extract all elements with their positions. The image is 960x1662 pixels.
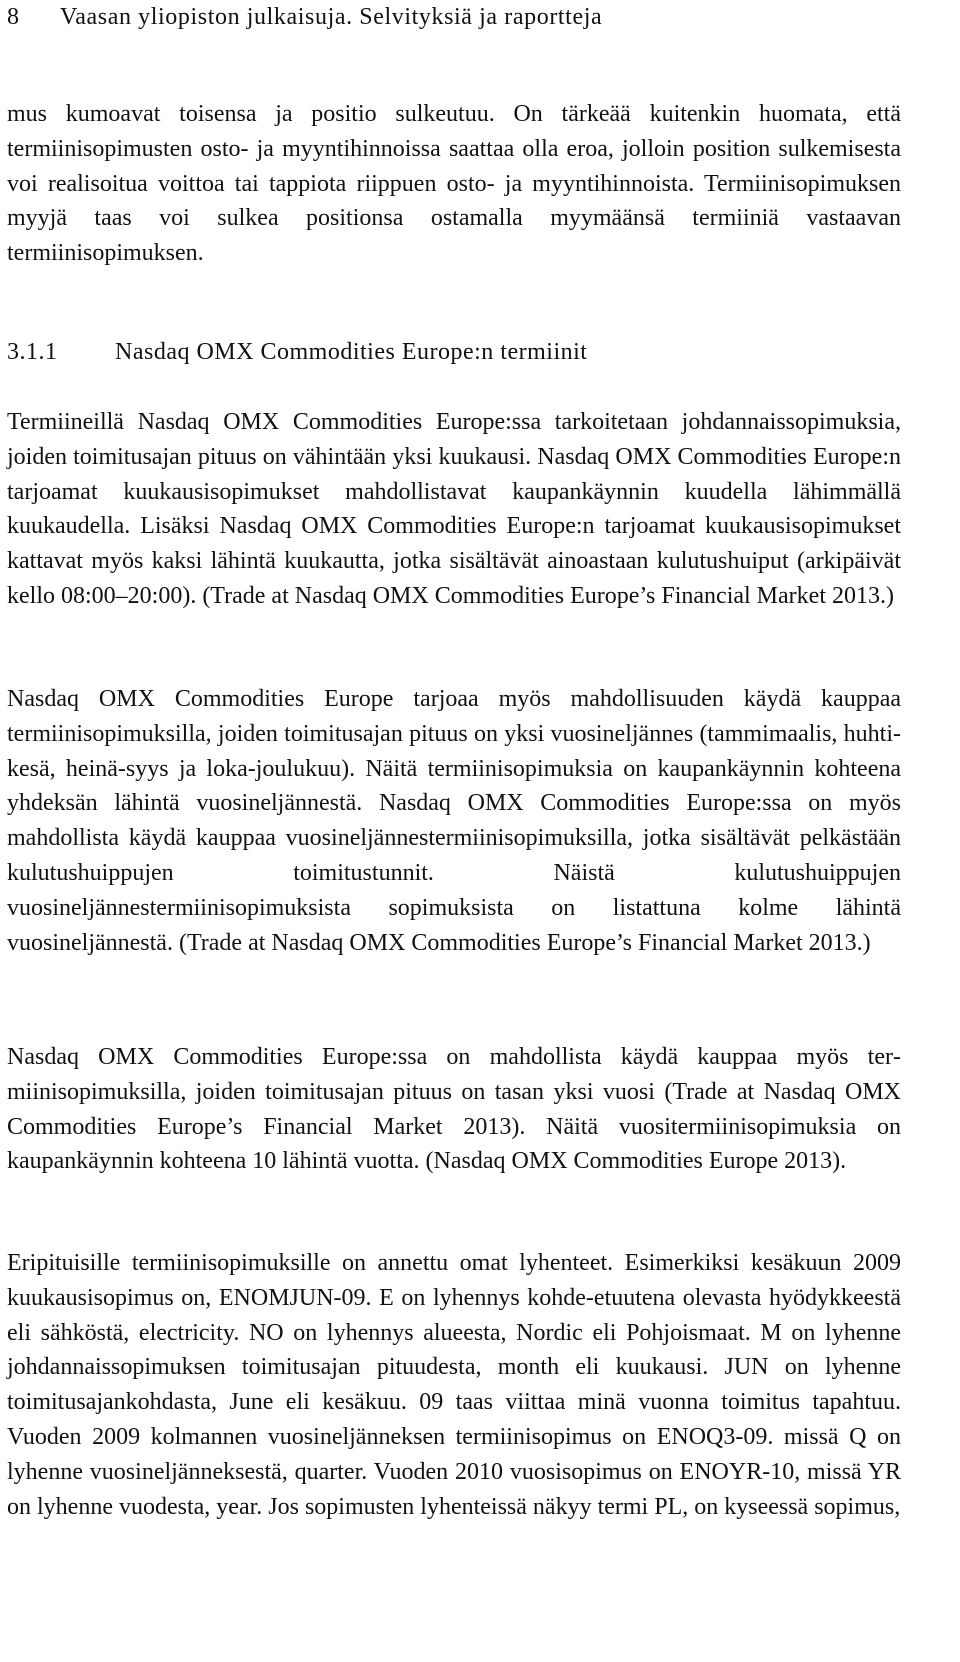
running-header (7, 4, 602, 31)
page-number: 8 (7, 4, 20, 30)
section-number: 3.1.1 (7, 339, 58, 365)
paragraph-5: Eripituisille termiinisopimuksille on annettu omat lyhenteet. Esimerkiksi kesäkuun 2009 kuukausisopimus on, ENOMJUN-09. E on lyhennys kohde-etuutena olevasta hyödykkeestä eli sähköstä, electricity. NO on lyhennys alueesta, Nordic eli Pohjoismaat. M on lyhenne johdannaissopimuksen toimitusajan pituudesta, month eli kuukausi. JUN on lyhenne toimitusajankohdasta, June eli kesäkuu. 09 taas viittaa minä vuonna toimitus tapahtuu. Vuoden 2009 kolmannen vuosineljänneksen termiinisopimus on ENOQ3-09. missä Q on lyhenne vuosineljänneksestä, quarter. Vuoden 2010 vuosisopimus on ENOYR-10, missä YR on lyhenne vuodesta, year. Jos sopimusten lyhenteissä näkyy termi PL, on kyseessä sopimus, (7, 1250, 901, 1520)
paragraph-4: Nasdaq OMX Commodities Europe:ssa on mahdollista käydä kauppaa myös termiinisopimuksilla, joiden toimitusajan pituus on tasan yksi vuosi (Trade at Nasdaq OMX Commodities Europe’s Financial Market 2013). Näitä vuositermiinisopimuksia on kaupankäynnin kohteena 10 lähintä vuotta. (Nasdaq OMX Commodities Europe 2013). (7, 1044, 901, 1175)
paragraph-1: mus kumoavat toisensa ja positio sulkeutuu. On tärkeää kuitenkin huomata, että termiinisopimusten osto- ja myyntihinnoissa saattaa olla eroa, jolloin position sulkemisesta voi realisoitua voittoa tai tappiota riippuen osto- ja myyntihinnoista. Termiinisopimuksen myyjä taas voi sulkea positionsa ostamalla myymäänsä termiiniä vastaavan termiinisopimuksen. (7, 101, 901, 267)
paragraph-3: Nasdaq OMX Commodities Europe tarjoaa myös mahdollisuuden käydä kauppaa termiinisopimuksilla, joiden toimitusajan pituus on yksi vuosineljännes (tammimaalis, huhti-kesä, heinä-syys ja loka-joulukuu). Näitä termiinisopimuksia on kaupankäynnin kohteena yhdeksän lähintä vuosineljännestä. Nasdaq OMX Commodities Europe:ssa on myös mahdollista käydä kauppaa vuosineljännestermiinisopimuksilla, jotka sisältävät pelkästään kulutushuippujen toimitustunnit. Näistä kulutushuippujen vuosineljännestermiinisopimuksista sopimuksista on listattuna kolme lähintä vuosineljännestä. (Trade at Nasdaq OMX Commodities Europe’s Financial Market 2013.) (7, 686, 901, 956)
section-heading (7, 339, 587, 366)
publication-series-title: Vaasan yliopiston julkaisuja. Selvityksiä ja raportteja (60, 4, 603, 30)
section-title: Nasdaq OMX Commodities Europe:n termiinit (115, 339, 588, 365)
paragraph-2: Termiineillä Nasdaq OMX Commodities Europe:ssa tarkoitetaan johdannaissopimuksia, joiden toimitusajan pituus on vähintään yksi kuukausi. Nasdaq OMX Commodities Europe:n tarjoamat kuukausisopimukset mahdollistavat kaupankäynnin kuudella lähimmällä kuukaudella. Lisäksi Nasdaq OMX Commodities Europe:n tarjoamat kuukausisopimukset kattavat myös kaksi lähintä kuukautta, jotka sisältävät ainoastaan kulutushuiput (arkipäivät kello 08:00–20:00). (Trade at Nasdaq OMX Commodities Europe’s Financial Market 2013.) (7, 409, 901, 609)
